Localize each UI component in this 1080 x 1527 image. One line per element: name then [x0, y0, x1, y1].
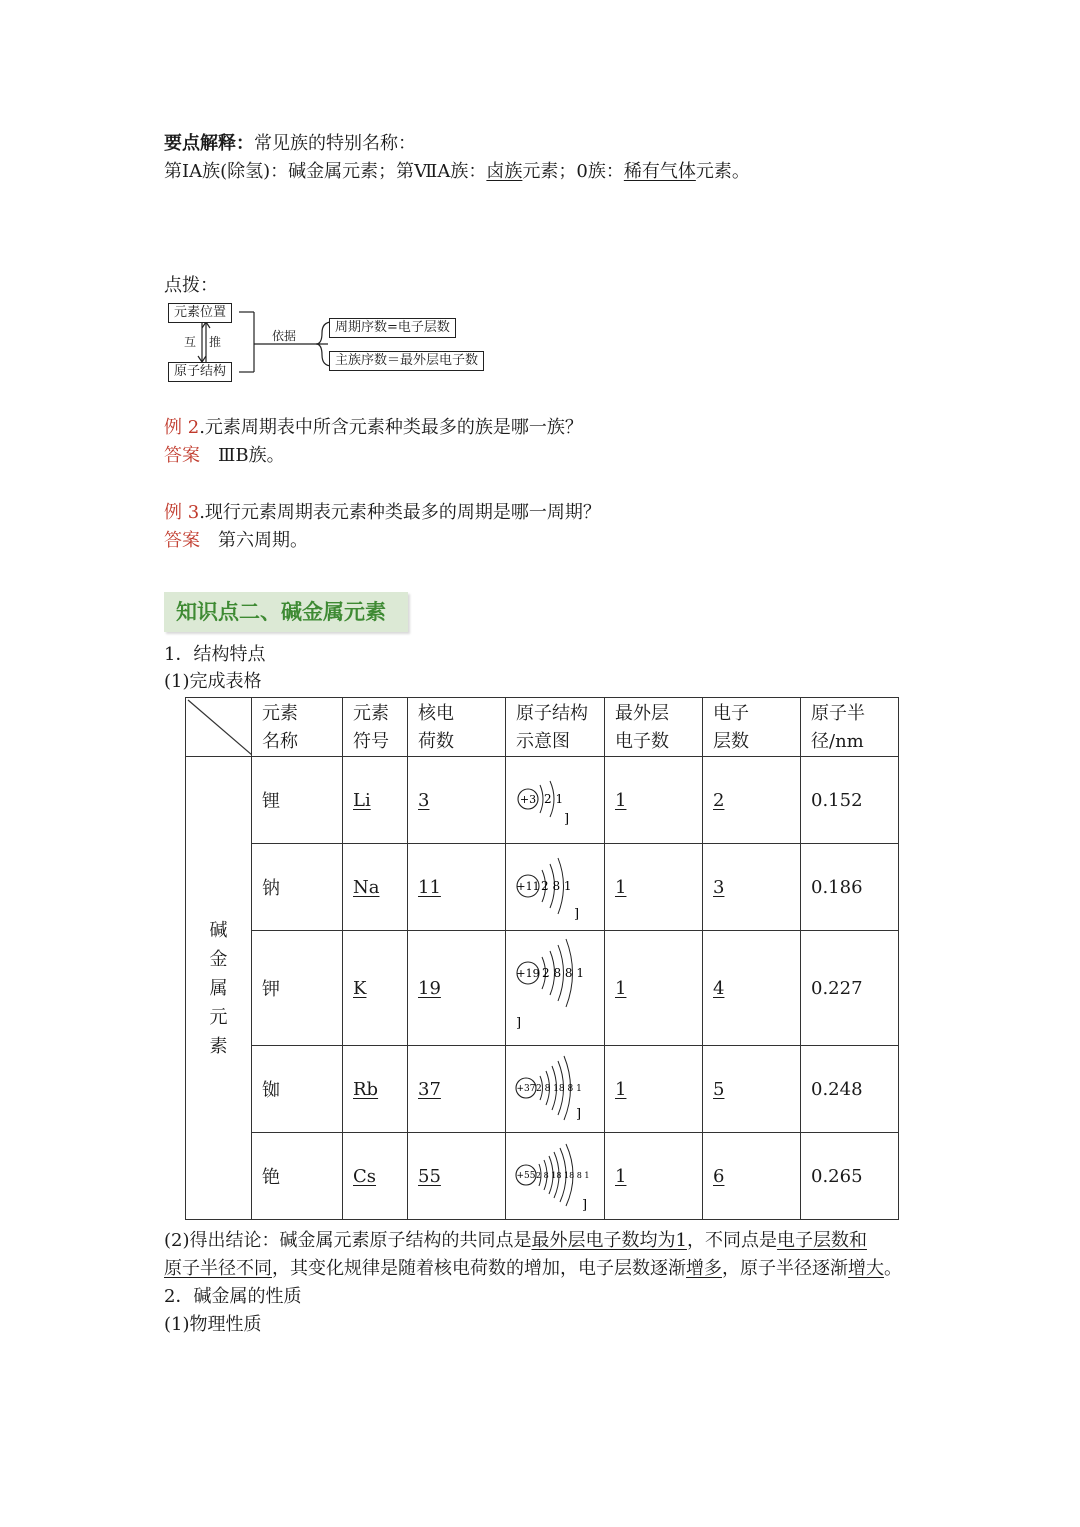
- cell-outer: 1: [605, 931, 703, 1046]
- cell-symbol: Cs: [343, 1133, 408, 1220]
- answer-label: 答案: [164, 530, 200, 551]
- radius-trend-answer: 增大: [848, 1258, 884, 1279]
- table-row: [186, 757, 899, 844]
- cell-layers: 2: [703, 757, 801, 844]
- cell-radius: 0.152: [801, 757, 899, 844]
- svg-text:+11: +11: [516, 880, 540, 893]
- group-names-text-3: 元素。: [695, 161, 750, 182]
- header-nuclear-charge: 核电 荷数: [408, 698, 506, 757]
- cell-name: 锂: [252, 757, 343, 844]
- cell-symbol: Rb: [343, 1046, 408, 1133]
- cell-layers: 6: [703, 1133, 801, 1220]
- cell-symbol: Li: [343, 757, 408, 844]
- answer-label: 答案: [164, 445, 200, 466]
- svg-text:]: ]: [576, 1107, 582, 1122]
- example-2-label: 例 2: [164, 417, 200, 438]
- group-names-line: [164, 159, 750, 185]
- cell-name: 钾: [252, 931, 343, 1046]
- header-element-name: 元素 名称: [252, 698, 343, 757]
- key-point-text: 常见族的特别名称：: [254, 133, 416, 154]
- cell-symbol: Na: [343, 844, 408, 931]
- cell-outer: 1: [605, 844, 703, 931]
- subheading-structure: 1．结构特点: [164, 644, 266, 665]
- svg-text:]: ]: [564, 812, 570, 827]
- cell-outer: 1: [605, 1133, 703, 1220]
- cell-charge: 37: [408, 1046, 506, 1133]
- hint-label: 点拨：: [164, 275, 218, 296]
- cell-layers: 3: [703, 844, 801, 931]
- cell-charge: 11: [408, 844, 506, 931]
- box-element-position: 元素位置: [168, 303, 232, 323]
- shells-trend-answer: 增多: [686, 1258, 722, 1279]
- cell-layers: 4: [703, 931, 801, 1046]
- subheading-physical-properties: (1)物理性质: [164, 1314, 262, 1335]
- cell-layers: 5: [703, 1046, 801, 1133]
- svg-text:+19: +19: [516, 967, 540, 980]
- example-3-question: [164, 500, 601, 526]
- halogen-answer: 卤族: [486, 161, 523, 182]
- rule-main-group: 主族序数＝最外层电子数: [329, 351, 484, 371]
- conclusion-line-1: (2)得出结论：碱金属元素原子结构的共同点是最外层电子数均为1，不同点是电子层数和: [164, 1230, 867, 1251]
- atom-diagram-k: [506, 931, 605, 1046]
- table-header-row: [186, 698, 899, 757]
- svg-text:]: ]: [516, 1016, 522, 1031]
- svg-text:2 8 8 1: 2 8 8 1: [542, 966, 584, 980]
- infer-label: 推: [209, 335, 222, 349]
- subheading-complete-table: (1)完成表格: [164, 671, 262, 692]
- example-2-answer: [164, 443, 285, 469]
- cell-name: 钠: [252, 844, 343, 931]
- cell-charge: 19: [408, 931, 506, 1046]
- svg-text:2 8 1: 2 8 1: [541, 879, 572, 893]
- atom-diagram-li: [506, 757, 605, 844]
- key-point-label: 要点解释：: [164, 133, 254, 154]
- cell-radius: 0.186: [801, 844, 899, 931]
- svg-text:]: ]: [574, 907, 580, 922]
- header-shell-count: 电子 层数: [703, 698, 801, 757]
- table-row: [186, 1133, 899, 1220]
- diagonal-header-cell: [186, 698, 252, 757]
- table-row: [186, 931, 899, 1046]
- cell-radius: 0.265: [801, 1133, 899, 1220]
- example-2-text: .元素周期表中所含元素种类最多的族是哪一族？: [199, 417, 583, 438]
- header-element-symbol: 元素 符号: [343, 698, 408, 757]
- header-atomic-radius: 原子半 径/nm: [801, 698, 899, 757]
- atom-diagram-cs: [506, 1133, 605, 1220]
- difference-answer-part2: 原子半径不同: [164, 1258, 272, 1279]
- cell-symbol: K: [343, 931, 408, 1046]
- rule-period: 周期序数=电子层数: [329, 318, 456, 338]
- svg-text:2 8 18 8 1: 2 8 18 8 1: [536, 1084, 582, 1094]
- cell-charge: 55: [408, 1133, 506, 1220]
- svg-text:]: ]: [582, 1198, 588, 1213]
- atom-diagram-rb: [506, 1046, 605, 1133]
- answer-text: ⅢB族。: [218, 445, 285, 466]
- cell-radius: 0.227: [801, 931, 899, 1046]
- difference-answer-part1: 电子层数和: [776, 1230, 867, 1251]
- mutual-label: 互: [184, 335, 197, 349]
- box-atomic-structure: 原子结构: [168, 362, 232, 382]
- common-point-answer: 最外层电子数均为1: [531, 1230, 687, 1251]
- section-title: 知识点二、碱金属元素: [164, 592, 408, 632]
- header-outer-electrons: 最外层 电子数: [605, 698, 703, 757]
- cell-name: 铯: [252, 1133, 343, 1220]
- example-3-label: 例 3: [164, 502, 200, 523]
- cell-outer: 1: [605, 757, 703, 844]
- svg-text:+55: +55: [516, 1171, 536, 1181]
- nucleus-label: +3: [519, 793, 537, 806]
- group-names-text: 第ⅠA族(除氢)：碱金属元素；第ⅦA族：: [164, 161, 487, 182]
- noble-gas-answer: 稀有气体: [623, 161, 696, 182]
- cell-name: 铷: [252, 1046, 343, 1133]
- group-label-cell: 碱 金 属 元 素: [186, 757, 252, 1220]
- basis-label: 依据: [272, 329, 297, 343]
- table-row: [186, 1046, 899, 1133]
- alkali-metal-table: [185, 697, 899, 1220]
- group-names-text-2: 元素；0族：: [522, 161, 624, 182]
- header-structure-diagram: 原子结构 示意图: [506, 698, 605, 757]
- cell-radius: 0.248: [801, 1046, 899, 1133]
- answer-text: 第六周期。: [218, 530, 308, 551]
- atom-diagram-na: [506, 844, 605, 931]
- shell-electrons: 2 1: [544, 792, 564, 806]
- conclusion-line-2: 原子半径不同，其变化规律是随着核电荷数的增加，电子层数逐渐增多，原子半径逐渐增大。: [164, 1258, 902, 1279]
- table-row: [186, 844, 899, 931]
- svg-text:+37: +37: [516, 1084, 536, 1094]
- cell-outer: 1: [605, 1046, 703, 1133]
- subheading-properties: 2．碱金属的性质: [164, 1286, 302, 1307]
- example-3-answer: [164, 528, 308, 554]
- example-2-question: [164, 415, 583, 441]
- key-point-line: [164, 131, 416, 157]
- svg-text:2 8 18 18 8 1: 2 8 18 18 8 1: [536, 1171, 590, 1180]
- cell-charge: 3: [408, 757, 506, 844]
- example-3-text: .现行元素周期表元素种类最多的周期是哪一周期？: [199, 502, 601, 523]
